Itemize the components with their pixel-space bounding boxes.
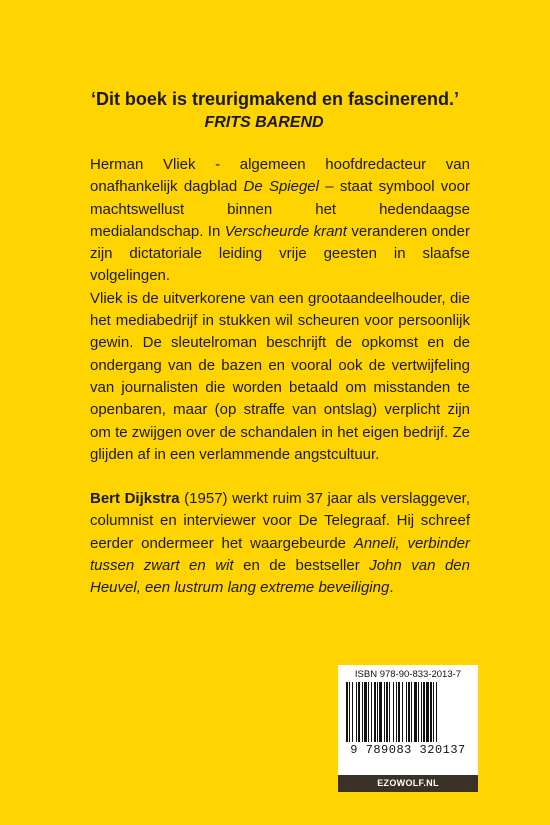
barcode-bar (362, 682, 363, 742)
text-run: (1957) werkt ruim 37 jaar als verslaggever, columnist en interviewer voor De Telegraaf. Hij schreef eerder ondermeer het waargebeurde (90, 490, 471, 552)
quote-author: FRITS BAREND (204, 114, 324, 131)
text-run: – staat symbool voor machtswellust binnen het hedendaagse medialandschap. In (90, 178, 470, 240)
isbn-number: ISBN 978-90-833-2013-7 (354, 669, 462, 680)
book-title: Verscheurde krant (224, 222, 347, 240)
barcode-bar (358, 682, 360, 742)
synopsis-paragraph-2: Vliek is de uitverkorene van een grootaandeelhouder, die het mediabedrijf in stukken wil scheuren voor persoonlijk gewin. De sleutelroman beschrijft de opkomst en de ondergang van de bazen en vooral ook de vertwijfeling van journalisten die worden betaald om misstanden te openbaren, maar (op straffe van ontslag) verplicht zijn om te zwijgen over de schandalen in het eigen bedrijf. Ze glijden af in een verlammende angstcultuur. (90, 289, 470, 463)
paragraph-gap (90, 466, 470, 488)
barcode-bar (352, 682, 353, 742)
barcode-bar (364, 682, 367, 742)
book-title: Anneli, verbinder tussen zwart en wit (90, 534, 470, 575)
barcode-bar (411, 682, 412, 742)
text-run: . (389, 579, 394, 597)
barcode-bar (406, 682, 407, 742)
barcode-bar (433, 682, 434, 742)
barcode-bar (349, 682, 350, 742)
synopsis-paragraph-1 (90, 154, 470, 288)
author-name: Bert Dijkstra (90, 490, 180, 508)
barcode-bar (426, 682, 429, 742)
barcode-bar (384, 682, 385, 742)
isbn-barcode (338, 665, 478, 775)
publisher-url: EZOWOLF.NL (338, 775, 478, 792)
barcode-bar (421, 682, 422, 742)
text-run: en de bestseller (233, 557, 370, 575)
barcode-bar (356, 682, 357, 742)
barcode-bar (374, 682, 376, 742)
text-run: Herman Vliek - algemeen hoofdredacteur van onafhankelijk dagblad (90, 156, 470, 196)
barcode-bar (377, 682, 378, 742)
text-run: veranderen onder zijn dictatoriale leiding vrije geesten in slaafse volgelingen. (90, 222, 470, 285)
barcode-bar (393, 682, 394, 742)
barcode-bar (402, 682, 403, 742)
barcode-bar (398, 682, 400, 742)
barcode-bar (368, 682, 369, 742)
barcode-bar (396, 682, 397, 742)
barcode-bar (423, 682, 425, 742)
barcode-bar (389, 682, 390, 742)
blurb-quote (0, 88, 550, 134)
quote-text: ‘Dit boek is treurigmakend en fascinerend.’ (90, 89, 460, 109)
barcode-bar (408, 682, 410, 742)
synopsis (90, 154, 470, 600)
book-title: John van den Heuvel, een lustrum lang extreme beveiliging (90, 557, 470, 597)
barcode-bar (379, 682, 382, 742)
barcode-bar (430, 682, 432, 742)
barcode-bar (418, 682, 419, 742)
newspaper-title: De Spiegel (243, 178, 319, 196)
barcode-bars (344, 682, 472, 742)
author-bio (90, 488, 470, 599)
barcode-bar (386, 682, 388, 742)
barcode-digits: 9 789083 320137 (350, 743, 466, 757)
barcode-bar (371, 682, 372, 742)
barcode-bar (346, 682, 348, 742)
barcode-bar (414, 682, 417, 742)
barcode-bar (436, 682, 437, 742)
